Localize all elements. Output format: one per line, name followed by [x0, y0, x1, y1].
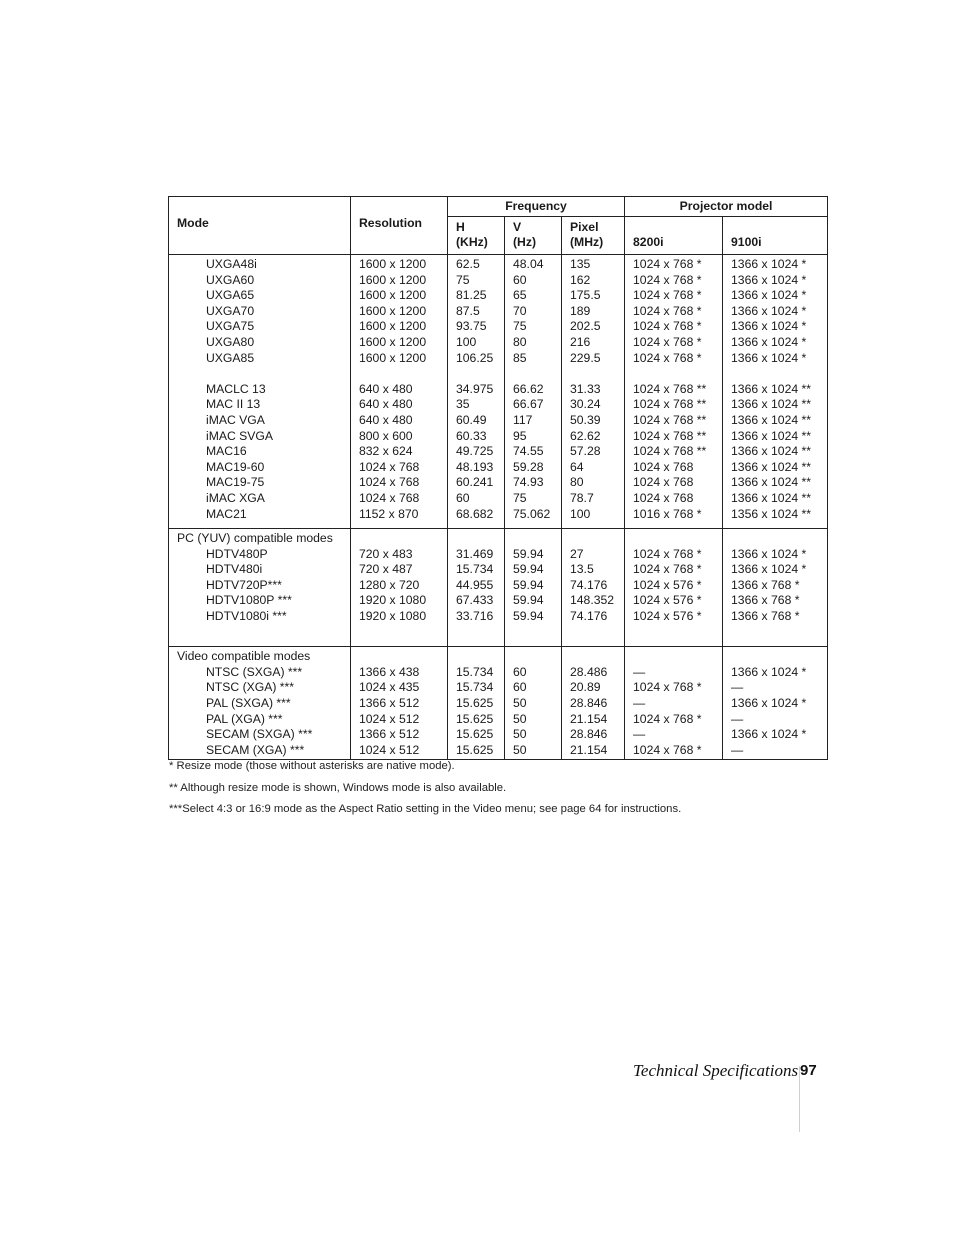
table-cell: 64: [570, 459, 584, 474]
table-cell: [513, 625, 553, 641]
table-cell: 1024 x 576 *: [633, 609, 702, 624]
table-cell: 31.469: [456, 546, 494, 561]
table-cell: 59.28: [513, 459, 544, 474]
table-cell: 80: [513, 334, 527, 349]
table-cell: 74.176: [570, 609, 608, 624]
table-cell: 1366 x 1024 **: [731, 381, 811, 396]
table-cell: 1366 x 1024 *: [731, 257, 807, 271]
v-hz-cell: [505, 529, 562, 647]
table-cell: 57.28: [570, 444, 601, 459]
table-cell: 189: [570, 303, 591, 318]
table-cell: 74.93: [513, 475, 544, 490]
table-cell: 15.625: [456, 711, 494, 726]
table-cell: 60: [513, 664, 527, 679]
table-cell: 20.89: [570, 680, 601, 695]
table-cell: 93.75: [456, 319, 487, 334]
v-hz-cell: [505, 647, 562, 760]
table-cell: UXGA80: [206, 334, 255, 349]
table-cell: 1600 x 1200: [359, 257, 427, 271]
table-cell: [731, 366, 819, 382]
table-cell: 148.352: [570, 593, 615, 608]
table-cell: 1024 x 576 *: [633, 593, 702, 608]
specifications-table: [168, 196, 828, 760]
table-cell: 68.682: [456, 506, 494, 521]
table-cell: 48.193: [456, 459, 494, 474]
table-cell: 34.975: [456, 381, 494, 396]
table-cell: HDTV480P: [206, 546, 268, 561]
table-cell: 1152 x 870: [359, 506, 419, 521]
table-cell: MAC19-75: [206, 475, 265, 490]
table-cell: 66.67: [513, 397, 544, 412]
table-cell: [456, 366, 496, 382]
table-cell: —: [633, 727, 646, 742]
table-cell: 1366 x 1024 *: [731, 350, 807, 365]
table-cell: 1600 x 1200: [359, 319, 427, 334]
table-cell: 50: [513, 696, 527, 711]
model-9100i-cell: [723, 255, 828, 529]
table-cell: SECAM (XGA) ***: [206, 742, 305, 757]
table-cell: 49.725: [456, 444, 494, 459]
table-cell: 100: [570, 506, 591, 521]
table-cell: 640 x 480: [359, 412, 413, 427]
header-frequency: Frequency: [448, 197, 625, 217]
table-cell: [633, 625, 714, 641]
table-cell: [177, 366, 342, 382]
table-cell: PAL (SXGA) ***: [206, 696, 291, 711]
table-cell: 1366 x 438: [359, 664, 420, 679]
v-hz-cell: [505, 255, 562, 529]
table-cell: 1356 x 1024 **: [731, 506, 811, 521]
table-cell: 1024 x 768 **: [633, 397, 707, 412]
table-cell: 1024 x 435: [359, 680, 420, 695]
table-cell: 21.154: [570, 711, 608, 726]
table-cell: 75: [513, 490, 527, 505]
table-cell: UXGA75: [206, 319, 255, 334]
table-cell: 30.24: [570, 397, 601, 412]
table-cell: UXGA70: [206, 303, 255, 318]
table-cell: 59.94: [513, 577, 544, 592]
table-cell: 60.241: [456, 475, 494, 490]
table-cell: 1600 x 1200: [359, 288, 427, 303]
table-cell: 28.846: [570, 696, 608, 711]
table-cell: 1024 x 768 *: [633, 257, 702, 271]
table-cell: 35: [456, 397, 470, 412]
table-cell: 832 x 624: [359, 444, 413, 459]
table-cell: 1024 x 768: [633, 475, 694, 490]
table-cell: UXGA65: [206, 288, 255, 303]
model-9100i-cell: [723, 529, 828, 647]
table-cell: 1366 x 1024 *: [731, 562, 807, 577]
table-cell: HDTV1080i ***: [206, 609, 287, 624]
h-khz-cell: [448, 255, 505, 529]
table-cell: 1024 x 512: [359, 711, 420, 726]
table-cell: 640 x 480: [359, 397, 413, 412]
table-cell: 13.5: [570, 562, 594, 577]
model-9100i-cell: [723, 647, 828, 760]
table-cell: iMAC VGA: [206, 412, 265, 427]
mode-cell: [169, 529, 351, 647]
table-cell: 70: [513, 303, 527, 318]
header-resolution: Resolution: [351, 197, 448, 255]
table-cell: 1280 x 720: [359, 577, 420, 592]
h-khz-cell: [448, 647, 505, 760]
table-cell: NTSC (XGA) ***: [206, 680, 295, 695]
table-cell: 1366 x 1024 **: [731, 412, 811, 427]
table-cell: 1024 x 768: [633, 459, 694, 474]
table-cell: 62.5: [456, 257, 480, 271]
table-cell: 1366 x 1024 *: [731, 334, 807, 349]
table-cell: 1366 x 1024 *: [731, 696, 807, 711]
group-video-modes: [169, 647, 828, 760]
table-cell: 87.5: [456, 303, 480, 318]
header-pixel-mhz: Pixel (MHz): [562, 217, 625, 255]
table-cell: 60: [456, 490, 470, 505]
group-pc-yuv-modes: [169, 529, 828, 647]
table-cell: 1024 x 768: [359, 490, 420, 505]
table-cell: SECAM (SXGA) ***: [206, 727, 313, 742]
table-cell: 28.486: [570, 664, 608, 679]
table-cell: [731, 625, 819, 641]
table-cell: UXGA60: [206, 272, 255, 287]
table-cell: 1366 x 1024 *: [731, 272, 807, 287]
table-cell: iMAC SVGA: [206, 428, 274, 443]
table-cell: 1024 x 768 **: [633, 428, 707, 443]
table-cell: 100: [456, 334, 477, 349]
table-cell: 50.39: [570, 412, 601, 427]
table-cell: —: [633, 664, 646, 679]
table-cell: 1024 x 768 *: [633, 288, 702, 303]
mode-cell: [169, 255, 351, 529]
table-cell: 1016 x 768 *: [633, 506, 702, 521]
table-cell: 66.62: [513, 381, 544, 396]
mode-cell: [169, 647, 351, 760]
table-cell: PAL (XGA) ***: [206, 711, 283, 726]
table-cell: [177, 625, 342, 641]
group-title: Video compatible modes: [177, 649, 311, 664]
table-cell: 117: [513, 412, 533, 427]
table-cell: 720 x 483: [359, 546, 413, 561]
table-cell: 1024 x 768: [359, 459, 420, 474]
header-model-9100i: 9100i: [723, 217, 828, 255]
table-cell: 60.33: [456, 428, 487, 443]
table-cell: 59.94: [513, 609, 544, 624]
table-cell: 75.062: [513, 506, 551, 521]
table-cell: 15.625: [456, 696, 494, 711]
table-cell: —: [731, 742, 744, 757]
model-8200i-cell: [625, 529, 723, 647]
table-cell: 1366 x 1024 *: [731, 546, 807, 561]
pixel-mhz-cell: [562, 647, 625, 760]
table-cell: 74.176: [570, 577, 608, 592]
table-cell: 1920 x 1080: [359, 609, 427, 624]
table-cell: 75: [456, 272, 470, 287]
table-cell: 1366 x 768 *: [731, 577, 800, 592]
table-cell: 216: [570, 334, 591, 349]
table-cell: 1024 x 768 *: [633, 562, 702, 577]
resolution-cell: [351, 255, 448, 529]
table-cell: 60: [513, 272, 527, 287]
table-cell: 60: [513, 680, 527, 695]
table-cell: 59.94: [513, 593, 544, 608]
table-cell: 1024 x 768 *: [633, 546, 702, 561]
table-cell: 1024 x 768 *: [633, 350, 702, 365]
header-projector-model: Projector model: [625, 197, 828, 217]
table-cell: NTSC (SXGA) ***: [206, 664, 303, 679]
table-cell: 33.716: [456, 609, 494, 624]
table-cell: UXGA48i: [206, 257, 257, 271]
table-cell: HDTV1080P ***: [206, 593, 292, 608]
table-cell: 78.7: [570, 490, 594, 505]
table-cell: 27: [570, 546, 584, 561]
table-cell: 1366 x 1024 **: [731, 459, 811, 474]
table-cell: 640 x 480: [359, 381, 413, 396]
table-cell: UXGA85: [206, 350, 255, 365]
table-cell: MAC16: [206, 444, 247, 459]
table-cell: MAC19-60: [206, 459, 265, 474]
resolution-cell: [351, 647, 448, 760]
table-cell: HDTV720P***: [206, 577, 282, 592]
pixel-mhz-cell: [562, 255, 625, 529]
model-8200i-cell: [625, 255, 723, 529]
table-cell: 1024 x 768 *: [633, 680, 702, 695]
header-mode: Mode: [169, 197, 351, 255]
table-cell: 28.846: [570, 727, 608, 742]
table-cell: 1024 x 768 *: [633, 272, 702, 287]
table-cell: 1366 x 1024 **: [731, 490, 811, 505]
table-cell: 1024 x 768 *: [633, 334, 702, 349]
table-cell: [359, 625, 439, 641]
table-cell: 1024 x 576 *: [633, 577, 702, 592]
table-cell: 1600 x 1200: [359, 334, 427, 349]
table-cell: 720 x 487: [359, 562, 413, 577]
footnote-resize-mode: * Resize mode (those without asterisks are native mode).: [169, 760, 455, 772]
h-khz-cell: [448, 529, 505, 647]
header-v-hz: V (Hz): [505, 217, 562, 255]
table-cell: 1920 x 1080: [359, 593, 427, 608]
table-cell: —: [731, 711, 744, 726]
table-cell: 74.55: [513, 444, 544, 459]
page-number: 97: [800, 1062, 817, 1079]
table-cell: 1366 x 1024 *: [731, 288, 807, 303]
table-cell: 1024 x 768 *: [633, 319, 702, 334]
table-cell: 1366 x 1024 *: [731, 319, 807, 334]
table-cell: [359, 366, 439, 382]
table-cell: 1024 x 768 *: [633, 303, 702, 318]
table-cell: 50: [513, 727, 527, 742]
model-8200i-cell: [625, 647, 723, 760]
table-cell: 48.04: [513, 257, 544, 271]
table-cell: [513, 366, 553, 382]
table-cell: MAC21: [206, 506, 247, 521]
table-cell: 1024 x 768 *: [633, 742, 702, 757]
table-cell: 1024 x 768: [359, 475, 420, 490]
table-cell: 1366 x 1024 *: [731, 303, 807, 318]
table-cell: MACLC 13: [206, 381, 266, 396]
table-cell: 1366 x 1024 **: [731, 475, 811, 490]
table-cell: 85: [513, 350, 527, 365]
table-cell: 75: [513, 319, 527, 334]
header-model-8200i: 8200i: [625, 217, 723, 255]
table-cell: iMAC XGA: [206, 490, 265, 505]
table-cell: 229.5: [570, 350, 601, 365]
table-cell: 15.734: [456, 664, 494, 679]
table-cell: 50: [513, 742, 527, 757]
table-cell: 800 x 600: [359, 428, 413, 443]
table-cell: 21.154: [570, 742, 608, 757]
table-cell: 1024 x 512: [359, 742, 420, 757]
table-cell: 1024 x 768 **: [633, 381, 707, 396]
table-cell: 81.25: [456, 288, 487, 303]
table-cell: 1366 x 512: [359, 727, 420, 742]
table-cell: 1024 x 768 **: [633, 444, 707, 459]
table-cell: 1366 x 1024 **: [731, 428, 811, 443]
table-cell: 67.433: [456, 593, 494, 608]
table-cell: 202.5: [570, 319, 601, 334]
table-cell: 15.625: [456, 742, 494, 757]
table-cell: —: [731, 680, 744, 695]
table-cell: HDTV480i: [206, 562, 263, 577]
table-cell: [633, 366, 714, 382]
footnote-windows-mode: ** Although resize mode is shown, Windows mode is also available.: [169, 782, 507, 794]
table-cell: 95: [513, 428, 527, 443]
table-cell: 50: [513, 711, 527, 726]
table-cell: 1024 x 768: [633, 490, 694, 505]
table-cell: 15.734: [456, 562, 494, 577]
table-cell: 1024 x 768 *: [633, 711, 702, 726]
group-title: PC (YUV) compatible modes: [177, 531, 333, 546]
table-cell: 1366 x 1024 **: [731, 397, 811, 412]
resolution-cell: [351, 529, 448, 647]
table-cell: 80: [570, 475, 584, 490]
table-cell: 44.955: [456, 577, 494, 592]
table-cell: 1600 x 1200: [359, 272, 427, 287]
section-title: Technical Specifications: [633, 1061, 799, 1080]
table-cell: 15.734: [456, 680, 494, 695]
footnote-aspect-ratio: ***Select 4:3 or 16:9 mode as the Aspect Ratio setting in the Video menu; see page 64 for instructions.: [169, 803, 682, 815]
group-vesa-mac-modes: [169, 255, 828, 529]
table-cell: [570, 366, 616, 382]
pixel-mhz-cell: [562, 529, 625, 647]
table-cell: [456, 625, 496, 641]
table-cell: 31.33: [570, 381, 601, 396]
table-cell: 162: [570, 272, 591, 287]
table-cell: 60.49: [456, 412, 487, 427]
table-cell: 1366 x 1024 **: [731, 444, 811, 459]
table-cell: 1600 x 1200: [359, 303, 427, 318]
table-cell: 15.625: [456, 727, 494, 742]
table-cell: 62.62: [570, 428, 601, 443]
table-cell: 1366 x 1024 *: [731, 727, 807, 742]
table-cell: 1024 x 768 **: [633, 412, 707, 427]
table-cell: 59.94: [513, 546, 544, 561]
table-cell: —: [633, 696, 646, 711]
table-cell: 65: [513, 288, 527, 303]
table-cell: 175.5: [570, 288, 601, 303]
table-cell: 106.25: [456, 350, 494, 365]
header-h-khz: H (KHz): [448, 217, 505, 255]
table-cell: 59.94: [513, 562, 544, 577]
table-cell: 1366 x 1024 *: [731, 664, 807, 679]
table-cell: MAC II 13: [206, 397, 261, 412]
table-cell: 1366 x 768 *: [731, 609, 800, 624]
table-cell: 1600 x 1200: [359, 350, 427, 365]
table-cell: 1366 x 512: [359, 696, 420, 711]
table-cell: 1366 x 768 *: [731, 593, 800, 608]
table-cell: [570, 625, 616, 641]
table-cell: 135: [570, 257, 591, 271]
